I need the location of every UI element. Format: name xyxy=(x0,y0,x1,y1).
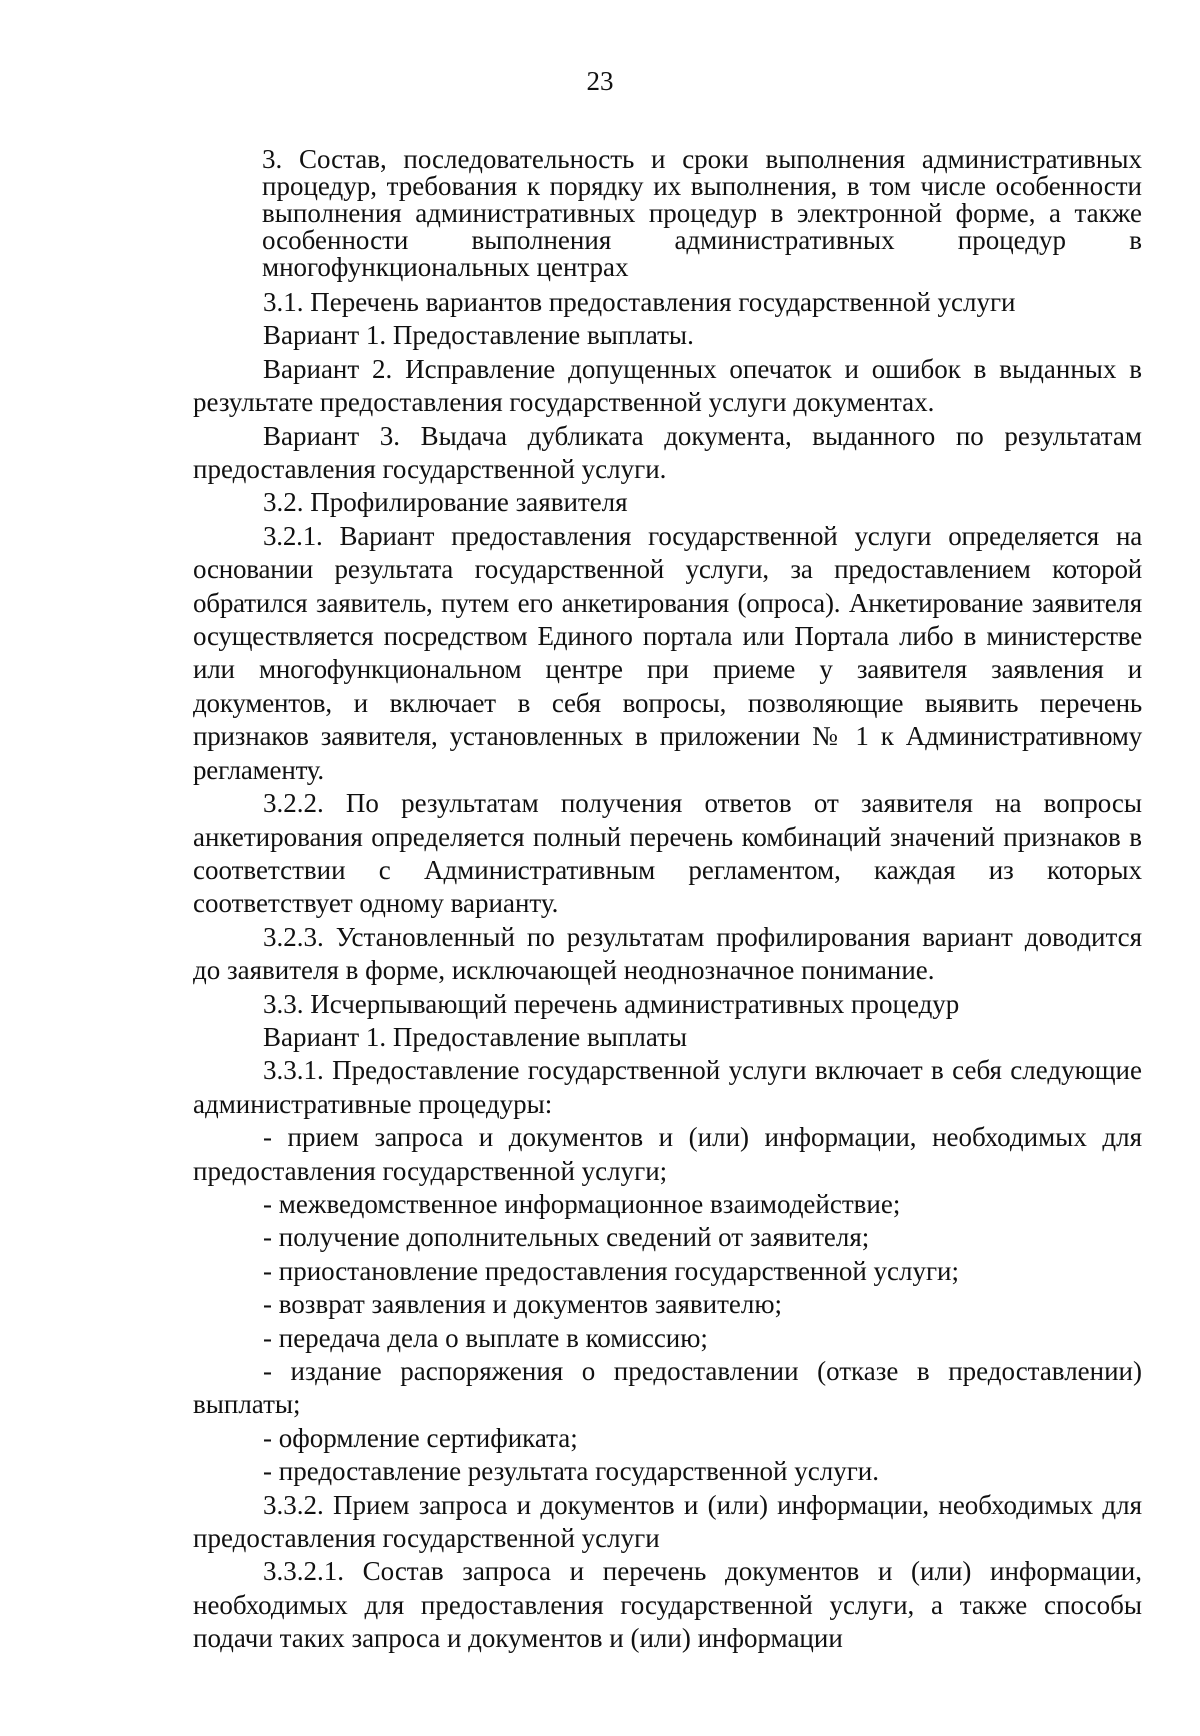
list-item: - предоставление результата государственной услуги. xyxy=(263,1456,879,1487)
paragraph-3-1-title: 3.1. Перечень вариантов предоставления государственной услуги xyxy=(263,287,1016,317)
variant-3: Вариант 3. Выдача дубликата документа, выданного по результатам предоставления государственной услуги. xyxy=(193,420,1142,485)
paragraph-3-2-3: 3.2.3. Установленный по результатам профилирования вариант доводится до заявителя в форме, исключающей неоднозначное понимание. xyxy=(193,921,1142,986)
list-item: - межведомственное информационное взаимодействие; xyxy=(263,1188,901,1219)
paragraph-3-2-1: 3.2.1. Вариант предоставления государственной услуги определяется на основании результата государственной услуги, за предоставлением которой обратился заявитель, путем его анкетирования (опроса). Анкетирование заявителя осуществляется посредством Единого портала или Портала либо в министерстве или многофункциональном центре при приеме у заявителя заявления и документов, и включает в себя вопросы, позволяющие выявить перечень признаков заявителя, установленных в приложении № 1 к Административному регламенту. xyxy=(193,520,1142,785)
variant-1: Вариант 1. Предоставление выплаты. xyxy=(263,320,694,351)
list-item: - получение дополнительных сведений от заявителя; xyxy=(263,1222,870,1253)
paragraph-3-3-title: 3.3. Исчерпывающий перечень административных процедур xyxy=(263,988,960,1019)
list-item: - возврат заявления и документов заявителю; xyxy=(263,1289,783,1320)
paragraph-3-3-2: 3.3.2. Прием запроса и документов и (или) информации, необходимых для предоставления государственной услуги xyxy=(193,1489,1142,1554)
list-item: - оформление сертификата; xyxy=(263,1422,578,1453)
paragraph-3-2-title: 3.2. Профилирование заявителя xyxy=(263,487,628,518)
variant-1-procedures: Вариант 1. Предоставление выплаты xyxy=(263,1021,688,1052)
variant-2: Вариант 2. Исправление допущенных опечаток и ошибок в выданных в результате предоставления государственной услуги документах. xyxy=(193,353,1142,418)
page-number: 23 xyxy=(586,66,614,96)
list-item: - приостановление предоставления государственной услуги; xyxy=(263,1255,960,1286)
document-body xyxy=(193,286,1142,1656)
paragraph-3-2-2: 3.2.2. По результатам получения ответов от заявителя на вопросы анкетирования определяется полный перечень комбинаций значений признаков в соответствии с Административным регламентом, каждая из которых соответствует одному варианту. xyxy=(193,788,1142,919)
section-heading: 3. Состав, последовательность и сроки выполнения административных процедур, требования к порядку их выполнения, в том числе особенности выполнения административных процедур в электронной форме, а также особенности выполнения административных процедур в многофункциональных центрах xyxy=(262,144,1142,282)
list-item: - издание распоряжения о предоставлении (отказе в предоставлении) выплаты; xyxy=(193,1356,1142,1420)
paragraph-3-3-1: 3.3.1. Предоставление государственной услуги включает в себя следующие административные процедуры: xyxy=(193,1055,1142,1119)
paragraph-3-3-2-1: 3.3.2.1. Состав запроса и перечень документов и (или) информации, необходимых для предоставления государственной услуги, а также способы подачи таких запроса и документов и (или) информации xyxy=(193,1556,1142,1654)
list-item: - прием запроса и документов и (или) информации, необходимых для предоставления государственной услуги; xyxy=(193,1122,1142,1186)
list-item: - передача дела о выплате в комиссию; xyxy=(263,1322,708,1353)
